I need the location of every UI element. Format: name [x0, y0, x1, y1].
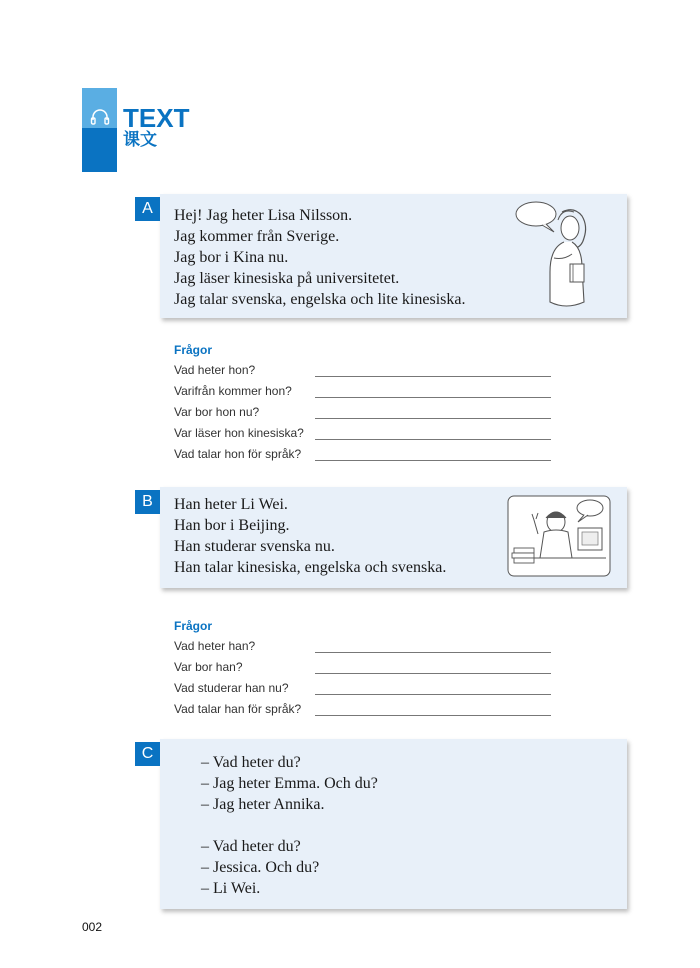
question: Var läser hon kinesiska?	[174, 426, 304, 440]
text-line: Jag läser kinesiska på universitetet.	[174, 270, 400, 287]
page-number: 002	[82, 920, 103, 934]
dialogue-line: – Jag heter Emma. Och du?	[201, 775, 378, 792]
headphones-icon	[90, 109, 110, 125]
header-block-bottom	[82, 128, 117, 172]
question: Varifrån kommer hon?	[174, 384, 292, 398]
dialogue-line: – Li Wei.	[201, 880, 261, 897]
question: Vad studerar han nu?	[174, 681, 289, 695]
dialogue-line: – Vad heter du?	[201, 838, 301, 855]
answer-line[interactable]	[315, 439, 551, 440]
text-line: Han bor i Beijing.	[174, 517, 290, 534]
text-line: Jag talar svenska, engelska och lite kinesiska.	[174, 291, 466, 308]
text-line: Jag bor i Kina nu.	[174, 249, 289, 266]
text-line: Han studerar svenska nu.	[174, 538, 335, 555]
section-letter-c: C	[135, 742, 160, 766]
questions-heading: Frågor	[174, 619, 213, 633]
text-line: Han heter Li Wei.	[174, 496, 288, 513]
answer-line[interactable]	[315, 652, 551, 653]
text-line: Hej! Jag heter Lisa Nilsson.	[174, 207, 353, 224]
questions-heading: Frågor	[174, 343, 213, 357]
question: Var bor han?	[174, 660, 243, 674]
page-subtitle-chinese: 课文	[123, 130, 157, 150]
section-header-block	[82, 88, 117, 172]
dialogue-line: – Jag heter Annika.	[201, 796, 325, 813]
answer-line[interactable]	[315, 376, 551, 377]
answer-line[interactable]	[315, 694, 551, 695]
section-letter-b: B	[135, 490, 160, 514]
question: Vad talar hon för språk?	[174, 447, 302, 461]
dialogue-line: – Vad heter du?	[201, 754, 301, 771]
question: Vad heter hon?	[174, 363, 256, 377]
page-title: TEXT	[123, 103, 190, 133]
section-letter-a: A	[135, 197, 160, 221]
man-at-computer-illustration	[506, 494, 612, 578]
answer-line[interactable]	[315, 673, 551, 674]
answer-line[interactable]	[315, 715, 551, 716]
question: Vad talar han för språk?	[174, 702, 302, 716]
question: Vad heter han?	[174, 639, 256, 653]
question: Var bor hon nu?	[174, 405, 260, 419]
answer-line[interactable]	[315, 397, 551, 398]
text-line: Jag kommer från Sverige.	[174, 228, 340, 245]
text-line: Han talar kinesiska, engelska och svenska.	[174, 559, 447, 576]
dialogue-line: – Jessica. Och du?	[201, 859, 320, 876]
answer-line[interactable]	[315, 418, 551, 419]
answer-line[interactable]	[315, 460, 551, 461]
woman-with-speech-bubble-illustration	[512, 198, 594, 314]
